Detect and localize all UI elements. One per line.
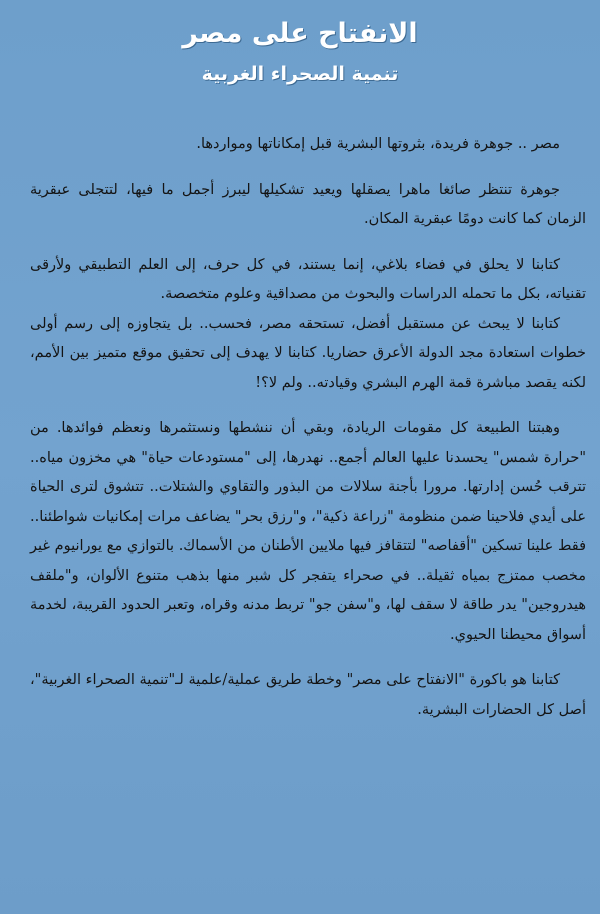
paragraph: كتابنا لا يحلق في فضاء بلاغي، إنما يستند، في كل حرف، إلى العلم التطبيقي ولأرقى تقنياته، بكل ما تحمله الدراسات والبحوث من مصداقية وعلوم متخصصة. <box>30 256 586 302</box>
page-subtitle: تنمية الصحراء الغربية <box>201 63 399 85</box>
body-text <box>30 130 586 741</box>
paragraph: كتابنا لا يبحث عن مستقبل أفضل، تستحقه مصر، فحسب.. بل يتجاوزه إلى رسم أولى خطوات استعادة مجد الدولة الأعرق حضاريا. كتابنا لا يهدف إلى تحقيق موقع متميز بين الأمم، لكنه يقصد مباشرة قمة الهرم البشري وقيادته.. ولم لا؟! <box>30 315 586 391</box>
page-title: الانفتاح على مصر <box>182 18 418 49</box>
paragraph: مصر .. جوهرة فريدة، بثروتها البشرية قبل إمكاناتها ومواردها. <box>196 136 560 152</box>
paragraph: جوهرة تنتظر صائغا ماهرا يصقلها ويعيد تشكيلها ليبرز أجمل ما فيها، لتتجلى عبقرية الزمان كما كانت دومًا عبقرية المكان. <box>30 181 586 227</box>
paragraph: وهبتنا الطبيعة كل مقومات الريادة، وبقي أن ننشطها ونستثمرها ونعظم فوائدها. من "حرارة شمس" يحسدنا عليها العالم أجمع.. نهدرها، إلى "مستودعات حياة" هي مخزون مياه.. تترقب حُسن إدارتها. مرورا بأجنة سلالات من البذور والتقاوي والشتلات.. تتشوق لترى الحياة على أيدي فلاحينا ضمن منظومة "زراعة ذكية"، و"رزق بحر" يضاعف مرات إمكانيات شواطئنا.. فقط علينا تسكين "أقفاصه" لتتقافز فيها ملايين الأطنان من الأسماك. بالتوازي مع يورانيوم غير مخصب ممتزج بمياه ثقيلة.. في صحراء يتفجر كل شبر منها بذهب متنوع الألوان، و"ملقف هيدروجين" يدر طاقة لا سقف لها، و"سفن جو" تربط مدنه وقراه، وتعبر الحدود القريبة، لخدمة أسواق محيطنا الحيوي. <box>30 420 586 643</box>
paragraph: كتابنا هو باكورة "الانفتاح على مصر" وخطة طريق عملية/علمية لـ"تنمية الصحراء الغربية"، أصل كل الحضارات البشرية. <box>30 672 586 718</box>
